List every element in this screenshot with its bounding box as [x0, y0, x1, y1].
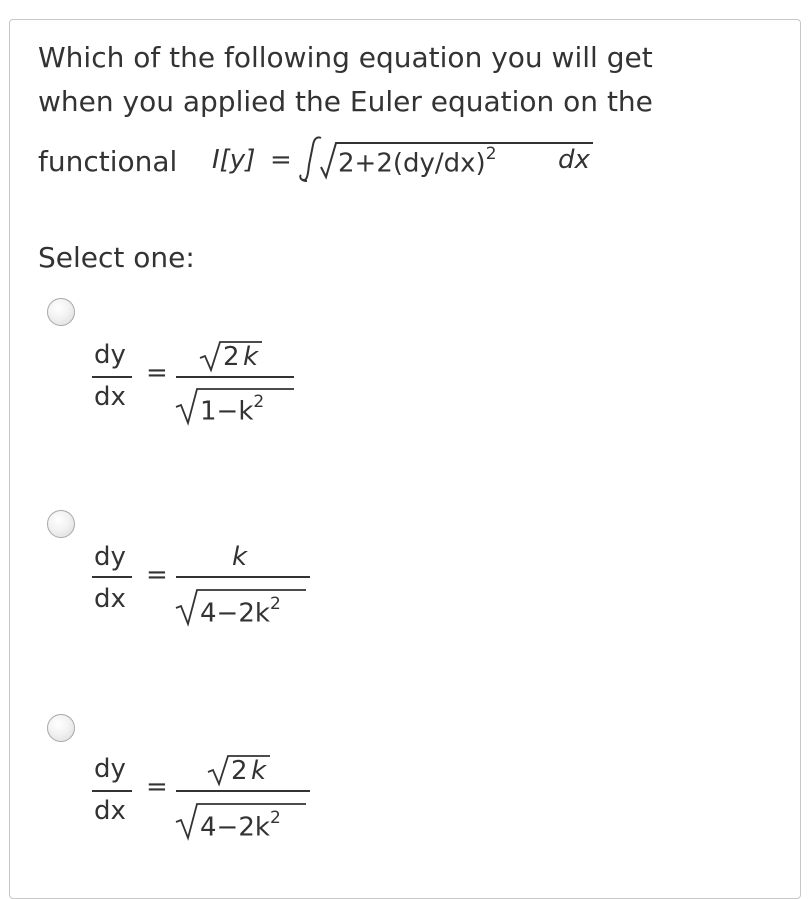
select-one-label: Select one: [38, 241, 195, 274]
question-text-line-1: Which of the following equation you will get [38, 41, 653, 74]
option-2-formula [90, 540, 320, 635]
functional-word: functional [38, 145, 178, 178]
option-2-equals: = [146, 560, 168, 590]
option-3-lhs-den: dx [94, 796, 126, 826]
option-3-radio[interactable] [47, 714, 75, 742]
functional-lhs: I[y] [212, 145, 256, 175]
option-2-radio[interactable] [47, 510, 75, 538]
option-3-num-k: k [251, 756, 267, 786]
question-text-line-2: when you applied the Euler equation on the [38, 85, 653, 118]
functional-power: 2 [485, 144, 497, 164]
option-2-lhs-bar [92, 576, 132, 578]
option-2-lhs-num: dy [94, 542, 126, 572]
option-1-lhs-num: dy [94, 340, 126, 370]
option-1-equals: = [146, 358, 168, 388]
option-2-main-bar [176, 576, 310, 578]
option-3-lhs-num: dy [94, 754, 126, 784]
option-2-lhs-den: dx [94, 584, 126, 614]
option-3-formula [90, 752, 320, 847]
option-2-den-radicand: $4-2k^2$ [200, 594, 281, 629]
option-1-lhs-bar [92, 376, 132, 378]
functional-dx: dx [558, 145, 590, 175]
option-1-den-radicand: $1-k^2$ [200, 392, 265, 427]
option-3-den-radicand: $4-2k^2$ [200, 808, 281, 843]
option-1-main-bar [176, 376, 294, 378]
option-3-num-radicand: 2 [231, 756, 248, 786]
functional-equals: = [270, 145, 292, 175]
option-1-radio[interactable] [47, 298, 75, 326]
option-1-formula [90, 338, 310, 433]
option-1-num-radicand: 2 [223, 342, 240, 372]
option-3-main-bar [176, 790, 310, 792]
option-1-lhs-den: dx [94, 382, 126, 412]
option-1-num-k: k [243, 342, 259, 372]
functional-integrand: $2+2(dy/dx)^2$ [338, 144, 497, 179]
option-2-num-k: k [232, 542, 248, 572]
option-3-equals: = [146, 772, 168, 802]
option-3-lhs-bar [92, 790, 132, 792]
